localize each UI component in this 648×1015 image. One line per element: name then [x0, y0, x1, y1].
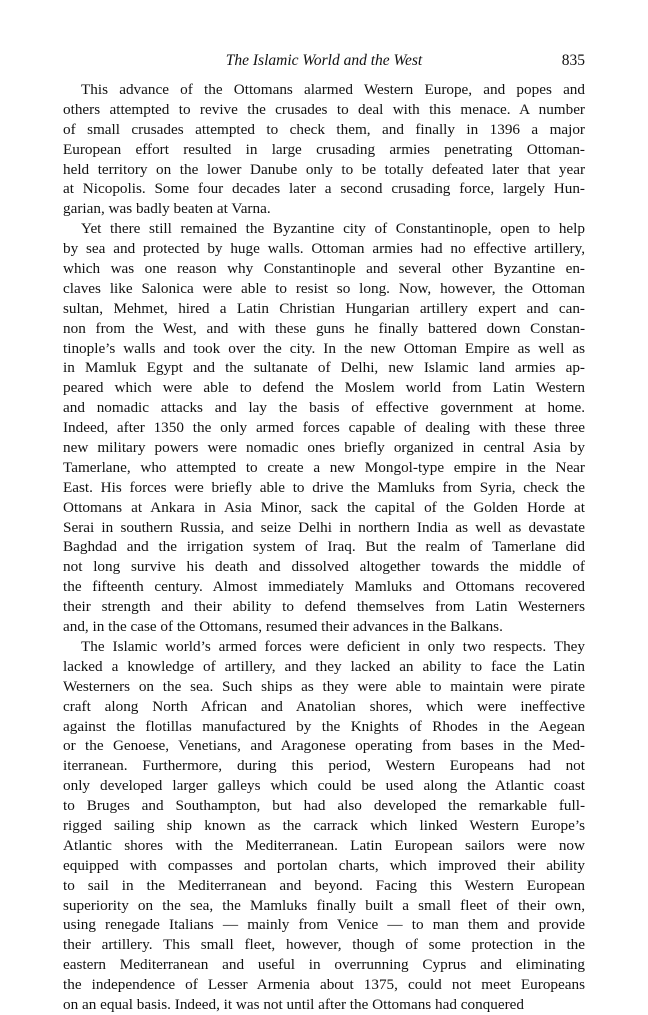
text-line: by sea and protected by huge walls. Ottoman armies had no effective artillery, [63, 240, 585, 258]
text-line: Tamerlane, who attempted to create a new Mongol-type empire in the Near [63, 458, 585, 476]
text-line: and nomadic attacks and lay the basis of effective government at home. [63, 399, 585, 417]
text-line: against the flotillas manufactured by the Knights of Rhodes in the Aegean [63, 717, 585, 735]
text-line: of small crusades attempted to check them, and finally in 1396 a major [63, 120, 585, 138]
text-line: Yet there still remained the Byzantine city of Constantinople, open to help [81, 220, 585, 238]
text-line: or the Genoese, Venetians, and Aragonese operating from bases in the Med- [63, 737, 585, 755]
page-number: 835 [561, 52, 585, 69]
text-line: European effort resulted in large crusading armies penetrating Ottoman- [63, 140, 585, 158]
text-line: garian, was badly beaten at Varna. [63, 200, 271, 218]
text-line: their artillery. This small fleet, however, though of some protection in the [63, 936, 585, 954]
text-line: in Mamluk Egypt and the sultanate of Delhi, new Islamic land armies ap- [63, 359, 585, 377]
text-line: Westerners on the sea. Such ships as they were able to maintain were pirate [63, 677, 585, 695]
text-line: only developed larger galleys which could be used along the Atlantic coast [63, 777, 585, 795]
book-page [63, 50, 585, 1015]
text-line: claves like Salonica were able to resist so long. Now, however, the Ottoman [63, 279, 585, 297]
text-line: craft along North African and Anatolian shores, which were ineffective [63, 697, 585, 715]
text-line: to sail in the Mediterranean and beyond. Facing this Western European [63, 876, 585, 894]
paragraph [63, 637, 585, 1015]
text-line: Ottomans at Ankara in Asia Minor, sack the capital of the Golden Horde at [63, 498, 585, 516]
text-line: East. His forces were briefly able to drive the Mamluks from Syria, check the [63, 478, 585, 496]
paragraph [63, 219, 585, 637]
text-line: not long survive his death and dissolved altogether towards the middle of [63, 558, 585, 576]
text-line: peared which were able to defend the Moslem world from Latin Western [63, 379, 585, 397]
text-line: The Islamic world’s armed forces were deficient in only two respects. They [81, 637, 585, 655]
text-line: sultan, Mehmet, hired a Latin Christian Hungarian artillery expert and can- [63, 299, 585, 317]
text-line: using renegade Italians — mainly from Venice — to man them and provide [63, 916, 585, 934]
text-line: the independence of Lesser Armenia about 1375, could not meet Europeans [63, 976, 585, 994]
text-line: equipped with compasses and portolan charts, which improved their ability [63, 856, 585, 874]
text-line: the fifteenth century. Almost immediately Mamluks and Ottomans recovered [63, 578, 585, 596]
text-line: lacked a knowledge of artillery, and they lacked an ability to face the Latin [63, 657, 585, 675]
paragraph [63, 80, 585, 219]
text-line: Serai in southern Russia, and seize Delhi in northern India as well as devastate [63, 518, 585, 536]
running-title: The Islamic World and the West [225, 52, 423, 69]
text-line: to Bruges and Southampton, but had also developed the remarkable full- [63, 797, 585, 815]
body-text [63, 80, 585, 1015]
text-line: which was one reason why Constantinople and several other Byzantine en- [63, 260, 585, 278]
text-line: others attempted to revive the crusades to deal with this menace. A number [63, 100, 585, 118]
text-line: at Nicopolis. Some four decades later a second crusading force, largely Hun- [63, 180, 585, 198]
text-line: their strength and their ability to defend themselves from Latin Westerners [63, 598, 585, 616]
text-line: tinople’s walls and took over the city. In the new Ottoman Empire as well as [63, 339, 585, 357]
text-line: Indeed, after 1350 the only armed forces capable of dealing with these three [63, 419, 585, 437]
text-line: held territory on the lower Danube only to be totally defeated later that year [63, 160, 585, 178]
text-line: eastern Mediterranean and useful in overrunning Cyprus and eliminating [63, 956, 585, 974]
text-line: This advance of the Ottomans alarmed Western Europe, and popes and [81, 81, 585, 98]
running-header [63, 50, 585, 72]
text-line: and, in the case of the Ottomans, resumed their advances in the Balkans. [63, 618, 503, 636]
text-line: non from the West, and with these guns he finally battered down Constan- [63, 319, 585, 337]
text-line: Baghdad and the irrigation system of Iraq. But the realm of Tamerlane did [63, 538, 585, 556]
text-line: on an equal basis. Indeed, it was not until after the Ottomans had conquered [63, 995, 524, 1013]
text-line: new military powers were nomadic ones briefly organized in central Asia by [63, 439, 585, 457]
text-line: iterranean. Furthermore, during this period, Western Europeans had not [63, 757, 585, 775]
text-line: Atlantic shores with the Mediterranean. Latin European sailors were now [63, 836, 585, 854]
text-line: rigged sailing ship known as the carrack which linked Western Europe’s [63, 816, 585, 834]
text-line: superiority on the sea, the Mamluks finally built a small fleet of their own, [63, 896, 585, 914]
